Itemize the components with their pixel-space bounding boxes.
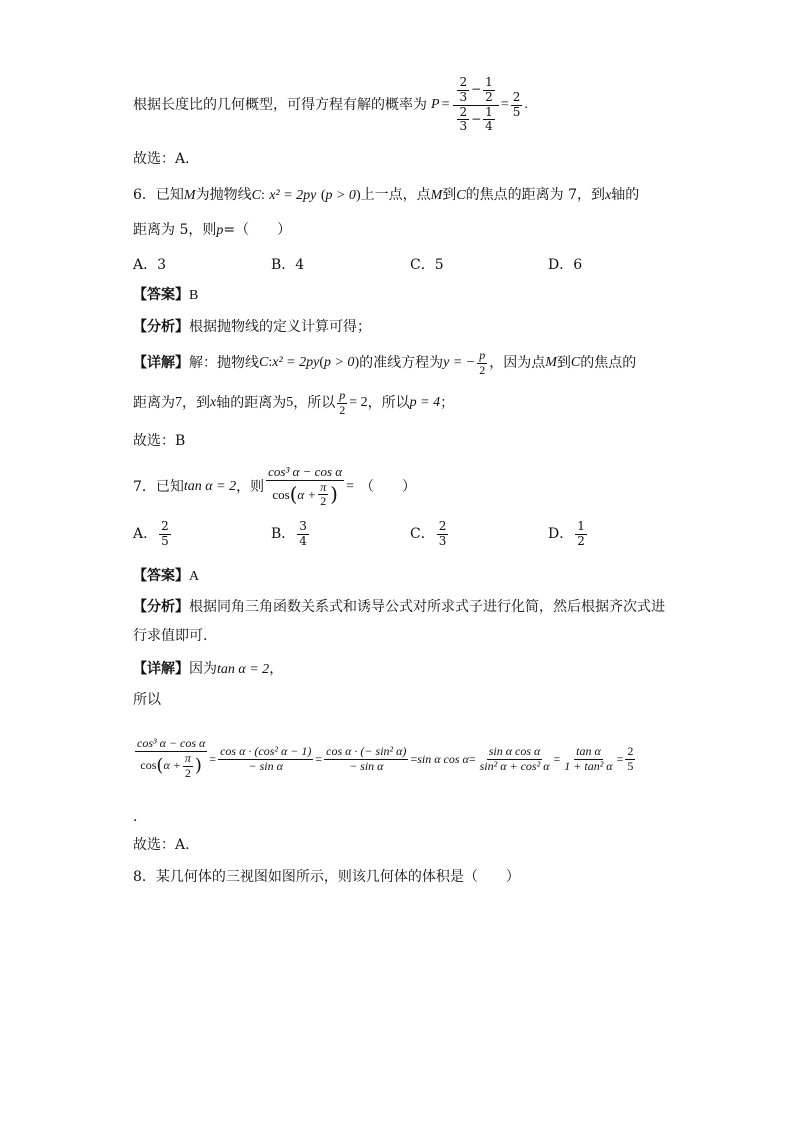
chain-mid: sin α cos α	[417, 752, 469, 766]
q7-option-d[interactable]: D． $\frac{1}{2}$	[548, 519, 585, 548]
probability-result: $\frac{2}{5}$	[512, 89, 521, 119]
q6-option-a[interactable]: A．3	[133, 257, 167, 273]
q6-final: 故选：B	[133, 433, 186, 449]
q7-so: 所以	[133, 692, 161, 708]
var-P: P	[431, 97, 440, 112]
q7-stem: 7．已知 tan α = 2 ，则 cos³ α − cos α cos ( α + $\frac{\pi}{2}$ ) = （ ）	[133, 463, 416, 509]
q7-option-a[interactable]: A． $\frac{2}{5}$	[133, 519, 169, 548]
q6-stem-line2: 距离为 5，则p=（ ）	[133, 222, 292, 238]
chain-f3: $\frac{\text{cos α · (− sin² α)}}{\text{− sin α}}$	[326, 743, 407, 773]
q6-analysis: 【分析】根据抛物线的定义计算可得；	[133, 319, 371, 335]
p5-answer: 故选：A.	[133, 151, 190, 167]
q8-stem: 8．某几何体的三视图如图所示，则该几何体的体积是（ ）	[133, 869, 520, 885]
q7-final: 故选：A.	[133, 837, 190, 853]
q7-derivation: cos³ α − cos α cos ( α + $\frac{\pi}{2}$ ) = $\frac{\text{cos α · (cos² α − 1)}}{\text{− sin α}}$ = $\frac{\text{cos α · (− sin² α)}}{\text{− sin α}}$ = sin α cos α = $\frac{\text{sin α cos α}}{\text{sin² α + cos² α}}$ = $\frac{\text{tan α}}{\text{1 + tan² α}}$ = $\frac{2}{5}$	[137, 736, 634, 780]
q7-option-b[interactable]: B． $\frac{3}{4}$	[271, 519, 307, 548]
q7-answer: 【答案】A	[133, 568, 200, 584]
q6-answer: 【答案】B	[133, 287, 199, 303]
q7-expression: cos³ α − cos α cos ( α + $\frac{\pi}{2}$ )	[268, 463, 343, 509]
q6-detail-line1: 【详解】 解：抛物线 C : x² = 2py ( p > 0 ) 的准线方程为 y = − $\frac{p}{2}$ ，因为点 M 到 C 的焦点的	[133, 347, 637, 377]
q6-detail-line2: 距离为 7 ，到 x 轴的距离为 5 ，所以 $\frac{p}{2}$ = 2 ，所以 p = 4 ；	[133, 387, 455, 417]
q6-stem-line1: 6．已知M为抛物线C: x² = 2py (p > 0)上一点，点M到C的焦点的距离为 7，到x轴的	[133, 187, 640, 203]
q7-analysis-1: 【分析】根据同角三角函数关系式和诱导公式对所求式子进行化简，然后根据齐次式进	[133, 599, 665, 615]
q7-dot: .	[133, 809, 138, 825]
chain-f4: $\frac{\text{sin α cos α}}{\text{sin² α + cos² α}}$	[479, 743, 550, 773]
chain-f2: $\frac{\text{cos α · (cos² α − 1)}}{\text{− sin α}}$	[220, 743, 312, 773]
q6-option-b[interactable]: B．4	[271, 257, 305, 273]
q6-option-c[interactable]: C．5	[410, 257, 444, 273]
q7-option-c[interactable]: C． $\frac{2}{3}$	[410, 519, 447, 548]
q7-analysis-2: 行求值即可.	[133, 628, 208, 644]
chain-result: $\frac{2}{5}$	[627, 743, 634, 773]
q7-detail: 【详解】因为tan α = 2，	[133, 661, 284, 677]
chain-f1: cos³ α − cos α cos ( α + $\frac{\pi}{2}$ )	[137, 736, 206, 780]
probability-text: 根据长度比的几何概型，可得方程有解的概率为	[133, 97, 427, 113]
probability-fraction: $\frac{2}{3}$ − $\frac{1}{2}$ $\frac{2}{3}$ − $\frac{1}{4}$	[453, 76, 498, 134]
chain-f5: $\frac{\text{tan α}}{\text{1 + tan² α}}$	[564, 743, 613, 773]
probability-line: 根据长度比的几何概型，可得方程有解的概率为 P = $\frac{2}{3}$ − $\frac{1}{2}$ $\frac{2}{3}$ − $\frac{1}{4}$ = $\frac{2}{5}$ .	[133, 74, 528, 134]
q6-option-d[interactable]: D．6	[548, 257, 583, 273]
